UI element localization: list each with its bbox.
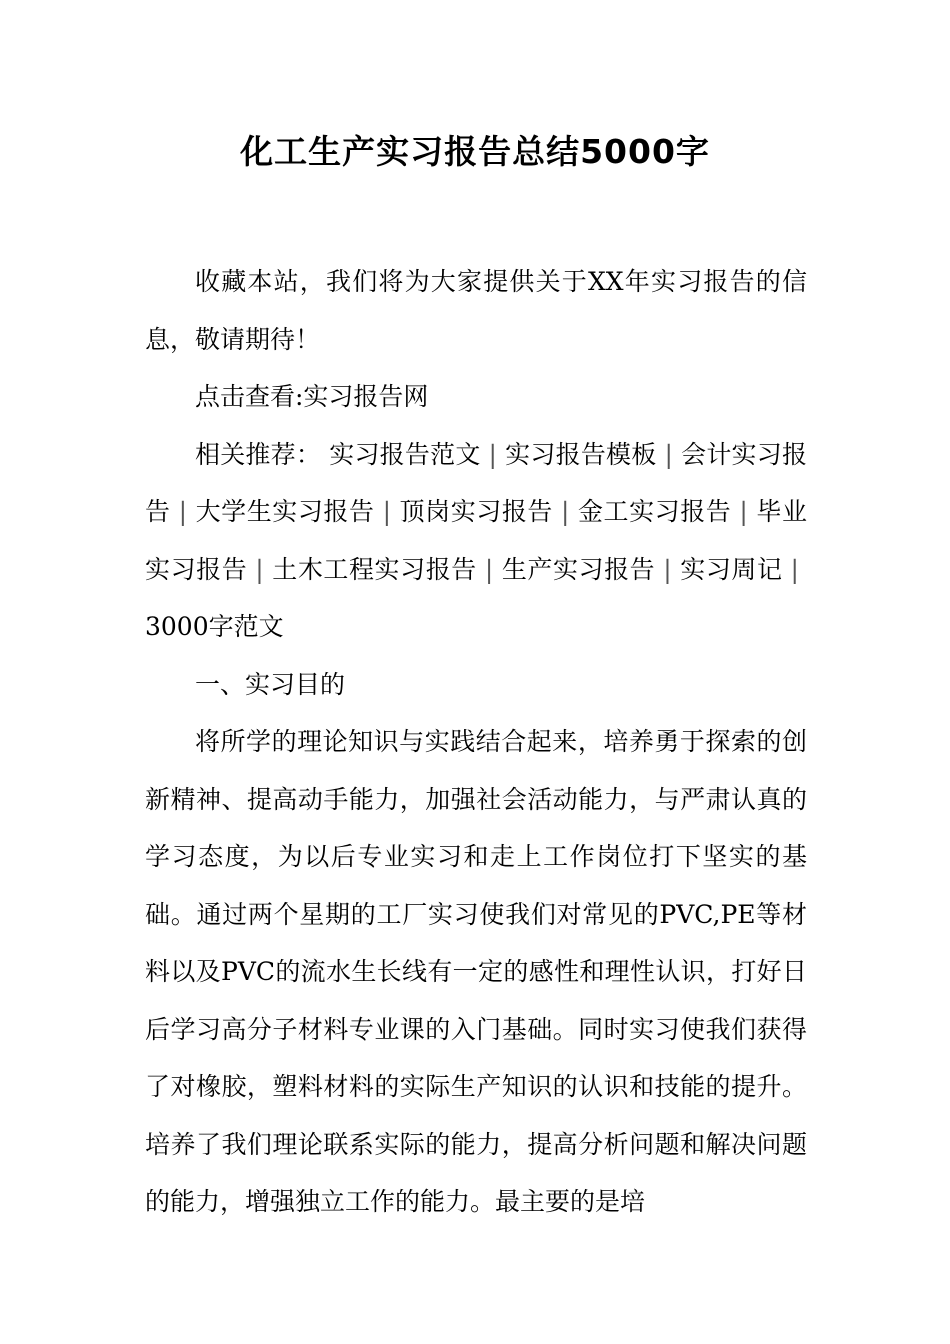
related-link[interactable]: 实习报告模板 [504, 439, 657, 469]
related-link[interactable]: 实习周记 [679, 554, 783, 584]
intro-paragraph: 收藏本站，我们将为大家提供关于XX年实习报告的信息，敬请期待！ [145, 267, 807, 354]
related-link[interactable]: 生产实习报告 [501, 554, 656, 584]
separator: | [178, 497, 188, 526]
separator: | [255, 554, 264, 584]
section-heading: 一、实习目的 [195, 669, 346, 699]
separator: | [663, 554, 672, 584]
separator: | [560, 497, 570, 526]
related-link[interactable]: 大学生实习报告 [195, 497, 375, 526]
related-link[interactable]: 顶岗实习报告 [399, 497, 553, 526]
related-link[interactable]: 土木工程实习报告 [271, 554, 477, 584]
related-link[interactable]: 金工实习报告 [577, 497, 732, 526]
related-link[interactable]: 会计实习报告 [145, 439, 807, 526]
separator: | [488, 439, 497, 469]
separator: | [739, 497, 748, 526]
related-link[interactable]: 3000字范文 [145, 612, 284, 641]
click-view-paragraph: 点击查看:实习报告网 [195, 382, 429, 411]
related-link[interactable]: 毕业实习报告 [145, 497, 807, 584]
related-label: 相关推荐： [195, 439, 322, 469]
related-paragraph [145, 426, 807, 656]
separator: | [382, 497, 391, 526]
separator: | [484, 554, 494, 584]
separator: | [790, 554, 799, 584]
document-title: 化工生产实习报告总结5000字 [240, 132, 710, 171]
section-body-paragraph: 将所学的理论知识与实践结合起来，培养勇于探索的创新精神、提高动手能力，加强社会活动能力，与严肃认真的学习态度，为以后专业实习和走上工作岗位打下坚实的基础。通过两个星期的工厂实习使我们对常见的PVC,PE等材料以及PVC的流水生长线有一定的感性和理性认识，打好日后学习高分子材料专业课的入门基础。同时实习使我们获得了对橡胶，塑料材料的实际生产知识的认识和技能的提升。培养了我们理论联系实际的能力，提高分析问题和解决问题的能力，增强独立工作的能力。最主要的是培 [145, 727, 807, 1216]
document-body [145, 253, 807, 1231]
related-link[interactable]: 实习报告范文 [329, 439, 481, 469]
separator: | [664, 439, 673, 469]
